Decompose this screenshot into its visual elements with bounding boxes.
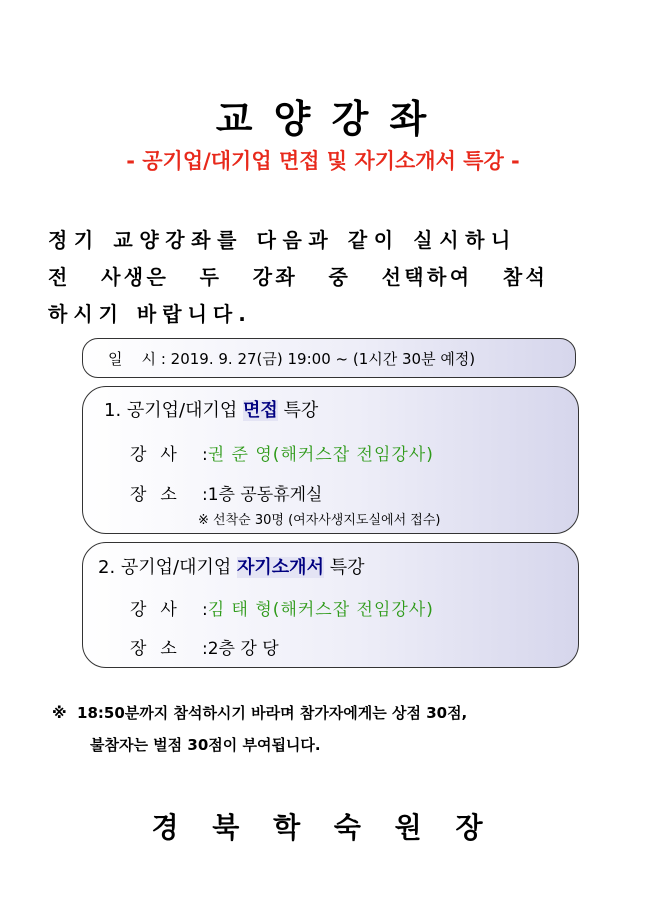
lecture-2-location-row — [130, 634, 279, 659]
lecture-1-note: ※ 선착순 30명 (여자사생지도실에서 접수) — [198, 513, 441, 528]
lecture-1-instructor-sep: : — [202, 445, 208, 465]
lecture-2-instructor-row — [130, 595, 434, 620]
intro-paragraph — [48, 222, 608, 333]
issuer-signature: 경 북 학 숙 원 장 — [151, 811, 495, 844]
notice-subtitle: - 공기업/대기업 면접 및 자기소개서 특강 - — [126, 149, 520, 173]
lecture-1-location-label: 장소 — [130, 485, 191, 505]
intro-line-3: 하시기 바랍니다. — [48, 302, 252, 326]
lecture-1-location-row — [130, 480, 322, 505]
lecture-2-title-suffix: 특강 — [323, 557, 365, 578]
schedule-value: : 2019. 9. 27(금) 19:00 ~ (1시간 30분 예정) — [160, 350, 476, 368]
schedule-label: 일 시 — [108, 350, 157, 368]
intro-line-1: 정기 교양강좌를 다음과 같이 실시하니 — [48, 228, 517, 252]
notice-title: 교 양 강 좌 — [215, 97, 431, 141]
lecture-2-instructor-sep: : — [202, 600, 208, 620]
notice-line-2: 불참자는 벌점 30점이 부여됩니다. — [90, 736, 321, 754]
lecture-2-location-label: 장소 — [130, 639, 191, 659]
lecture-2-instructor-label: 강사 — [130, 600, 191, 620]
intro-line-2: 전 사생은 두 강좌 중 선택하여 참석 — [48, 265, 549, 289]
lecture-2-location: :2층 강 당 — [202, 639, 279, 659]
notice-line-1: ※ 18:50분까지 참석하시기 바라며 참가자에게는 상점 30점, — [52, 704, 468, 722]
attendance-notice — [52, 697, 612, 761]
schedule-text — [108, 348, 475, 369]
lecture-2-title-highlight: 자기소개서 — [237, 557, 324, 578]
lecture-1-title-prefix: 1. 공기업/대기업 — [104, 400, 244, 421]
lecture-1-instructor-label: 강사 — [130, 445, 191, 465]
lecture-2-instructor: 김 태 형(해커스잡 전임강사) — [207, 600, 434, 620]
lecture-1-instructor: 권 준 영(해커스잡 전임강사) — [207, 445, 434, 465]
lecture-1-location: :1층 공동휴게실 — [202, 485, 323, 505]
lecture-1-title-highlight: 면접 — [243, 400, 278, 421]
lecture-1-instructor-row — [130, 440, 434, 465]
lecture-2-title-prefix: 2. 공기업/대기업 — [98, 557, 238, 578]
lecture-2-title — [98, 553, 364, 579]
lecture-1-title-suffix: 특강 — [277, 400, 319, 421]
lecture-1-title — [104, 396, 318, 422]
